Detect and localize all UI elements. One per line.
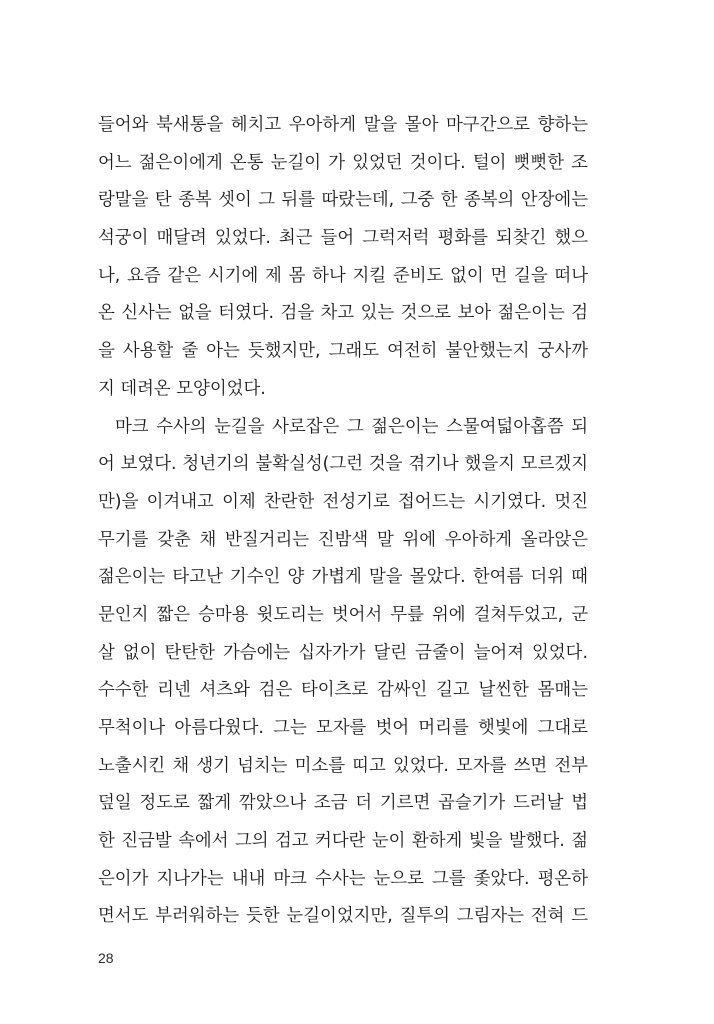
- text-line: 지 데려온 모양이었다.: [98, 378, 266, 399]
- text-line: 어 보였다. 청년기의 불확실성(그런 것을 겪기나 했을지 모르겠지: [98, 454, 588, 475]
- text-line: 을 사용할 줄 아는 듯했지만, 그래도 여전히 불안했는지 궁사까: [98, 341, 588, 362]
- page-number: 28: [98, 950, 114, 966]
- text-line: 노출시킨 채 생기 넘치는 미소를 띠고 있었다. 모자를 쓰면 전부: [98, 755, 588, 776]
- text-line: 마크 수사의 눈길을 사로잡은 그 젊은이는 스물여덟아홉쯤 되: [115, 416, 588, 437]
- text-line: 석궁이 매달려 있었다. 최근 들어 그럭저럭 평화를 되찾긴 했으: [98, 228, 588, 249]
- text-line: 문인지 짧은 승마용 윗도리는 벗어서 무릎 위에 걸쳐두었고, 군: [98, 604, 588, 625]
- text-line: 한 진금발 속에서 그의 검고 커다란 눈이 환하게 빛을 발했다. 젊: [98, 831, 588, 852]
- text-line: 만)을 이겨내고 이제 찬란한 전성기로 접어드는 시기였다. 멋진: [98, 491, 588, 512]
- text-line: 들어와 북새통을 헤치고 우아하게 말을 몰아 마구간으로 향하는: [98, 115, 588, 135]
- text-line: 면서도 부러워하는 듯한 눈길이었지만, 질투의 그림자는 전혀 드: [98, 906, 588, 927]
- text-line: 나, 요즘 같은 시기에 제 몸 하나 지킬 준비도 없이 먼 길을 떠나: [98, 265, 588, 286]
- text-line: 랑말을 탄 종복 셋이 그 뒤를 따랐는데, 그중 한 종복의 안장에는: [98, 190, 588, 211]
- paragraph-2: [98, 409, 588, 937]
- text-line: 덮일 정도로 짧게 깎았으나 조금 더 기르면 곱슬기가 드러날 법: [98, 793, 588, 814]
- text-line: 무척이나 아름다웠다. 그는 모자를 벗어 머리를 햇빛에 그대로: [98, 718, 588, 738]
- text-line: 젊은이는 타고난 기수인 양 가볍게 말을 몰았다. 한여름 더위 때: [98, 567, 588, 588]
- text-line: 온 신사는 없을 터였다. 검을 차고 있는 것으로 보아 젊은이는 검: [98, 303, 588, 324]
- body-text: [98, 107, 588, 936]
- text-line: 은이가 지나가는 내내 마크 수사는 눈으로 그를 좇았다. 평온하: [98, 868, 588, 889]
- text-line: 살 없이 탄탄한 가슴에는 십자가가 달린 금줄이 늘어져 있었다.: [98, 642, 588, 663]
- text-line: 어느 젊은이에게 온통 눈길이 가 있었던 것이다. 털이 뻣뻣한 조: [98, 152, 588, 173]
- text-line: 무기를 갖춘 채 반질거리는 진밤색 말 위에 우아하게 올라앉은: [98, 529, 588, 550]
- text-line: 수수한 리넨 셔츠와 검은 타이츠로 감싸인 길고 날씬한 몸매는: [98, 680, 588, 701]
- paragraph-1: [98, 107, 588, 409]
